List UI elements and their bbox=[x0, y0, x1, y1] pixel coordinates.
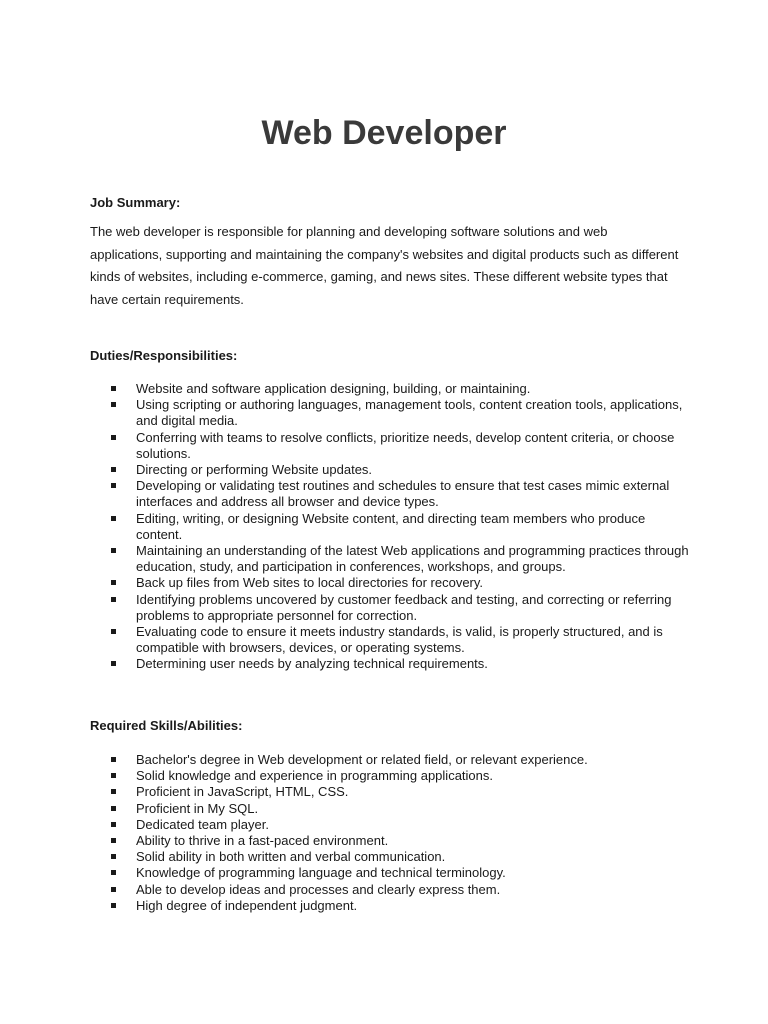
skill-item bbox=[90, 784, 690, 800]
duty-item bbox=[90, 624, 690, 656]
skill-item bbox=[90, 898, 690, 914]
duty-item bbox=[90, 381, 690, 397]
bullet-square-icon bbox=[111, 661, 116, 666]
bullet-square-icon bbox=[111, 773, 116, 778]
skill-item-text: Ability to thrive in a fast-paced environment. bbox=[136, 833, 389, 849]
bullet-square-icon bbox=[111, 789, 116, 794]
bullet-square-icon bbox=[111, 806, 116, 811]
duties-list bbox=[90, 381, 690, 673]
duty-item-text: Conferring with teams to resolve conflicts, prioritize needs, develop content criteria, or choose solutions. bbox=[136, 429, 675, 461]
duty-item bbox=[90, 656, 690, 672]
bullet-square-icon bbox=[111, 629, 116, 634]
bullet-square-icon bbox=[111, 402, 116, 407]
bullet-square-icon bbox=[111, 516, 116, 521]
duty-item-text: Using scripting or authoring languages, management tools, content creation tools, applications, and digital media. bbox=[136, 397, 683, 429]
skill-item bbox=[90, 865, 690, 881]
duty-item-text: Maintaining an understanding of the latest Web applications and programming practices through education, study, and participation in conferences, workshops, and groups. bbox=[136, 543, 689, 575]
duties-heading: Duties/Responsibilities: bbox=[90, 348, 238, 363]
job-summary-heading: Job Summary: bbox=[90, 195, 181, 210]
skill-item-text: Proficient in JavaScript, HTML, CSS. bbox=[136, 784, 349, 800]
skill-item-text: High degree of independent judgment. bbox=[136, 897, 358, 913]
duty-item bbox=[90, 543, 690, 575]
bullet-square-icon bbox=[111, 870, 116, 875]
skill-item-text: Solid ability in both written and verbal communication. bbox=[136, 849, 446, 865]
bullet-square-icon bbox=[111, 887, 116, 892]
duty-item-text: Directing or performing Website updates. bbox=[136, 462, 373, 478]
duty-item bbox=[90, 397, 690, 429]
duty-item-text: Back up files from Web sites to local directories for recovery. bbox=[136, 575, 484, 591]
bullet-square-icon bbox=[111, 757, 116, 762]
duty-item-text: Determining user needs by analyzing technical requirements. bbox=[136, 656, 488, 672]
skill-item bbox=[90, 768, 690, 784]
duty-item bbox=[90, 511, 690, 543]
skill-item-text: Solid knowledge and experience in programming applications. bbox=[136, 768, 493, 784]
skill-item bbox=[90, 752, 690, 768]
skills-list bbox=[90, 752, 690, 914]
skills-heading: Required Skills/Abilities: bbox=[90, 718, 243, 733]
skill-item-text: Dedicated team player. bbox=[136, 816, 269, 832]
job-summary-text: The web developer is responsible for planning and developing software solutions and web applications, supporting and maintaining the company's websites and digital products such as different kinds of websites, including e-commerce, gaming, and news sites. These different website types that have certain requirements. bbox=[90, 224, 679, 307]
bullet-square-icon bbox=[111, 548, 116, 553]
duty-item-text: Developing or validating test routines and schedules to ensure that test cases mimic external interfaces and address all browser and device types. bbox=[136, 478, 670, 510]
skill-item bbox=[90, 849, 690, 865]
skill-item bbox=[90, 833, 690, 849]
bullet-square-icon bbox=[111, 483, 116, 488]
bullet-square-icon bbox=[111, 597, 116, 602]
skill-item bbox=[90, 801, 690, 817]
duty-item bbox=[90, 478, 690, 510]
bullet-square-icon bbox=[111, 854, 116, 859]
bullet-square-icon bbox=[111, 822, 116, 827]
skill-item-text: Proficient in My SQL. bbox=[136, 800, 259, 816]
duty-item bbox=[90, 592, 690, 624]
bullet-square-icon bbox=[111, 386, 116, 391]
bullet-square-icon bbox=[111, 435, 116, 440]
bullet-square-icon bbox=[111, 903, 116, 908]
bullet-square-icon bbox=[111, 580, 116, 585]
duty-item bbox=[90, 430, 690, 462]
duty-item bbox=[90, 462, 690, 478]
bullet-square-icon bbox=[111, 467, 116, 472]
skill-item bbox=[90, 817, 690, 833]
skill-item-text: Knowledge of programming language and technical terminology. bbox=[136, 865, 506, 881]
skill-item bbox=[90, 882, 690, 898]
duty-item-text: Website and software application designing, building, or maintaining. bbox=[136, 381, 531, 396]
duty-item-text: Evaluating code to ensure it meets industry standards, is valid, is properly structured, and is compatible with browsers, devices, or operating systems. bbox=[136, 624, 663, 656]
skill-item-text: Bachelor's degree in Web development or related field, or relevant experience. bbox=[136, 752, 588, 767]
bullet-square-icon bbox=[111, 838, 116, 843]
duty-item-text: Identifying problems uncovered by customer feedback and testing, and correcting or referring problems to appropriate personnel for correction. bbox=[136, 591, 672, 623]
document-title: Web Developer bbox=[261, 114, 507, 152]
skill-item-text: Able to develop ideas and processes and clearly express them. bbox=[136, 881, 501, 897]
duty-item-text: Editing, writing, or designing Website content, and directing team members who produce content. bbox=[136, 510, 646, 542]
duty-item bbox=[90, 575, 690, 591]
